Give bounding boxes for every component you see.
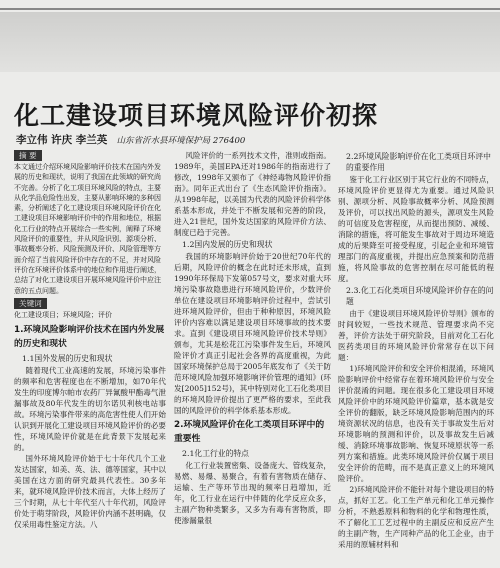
column-1 bbox=[14, 150, 166, 568]
paragraph: 2)环境风险评价不能针对每个建设项目的特点，抓好工艺。化工生产单元和化工单元操作分析，不熟悉原料和物料的化学和物理性质，不了解化工工艺过程中的主副反应和反应产生的主副产物，生产同种产品的化工企业，由于采用的原辅材料和 bbox=[338, 485, 494, 549]
abstract-label: 摘 要 bbox=[14, 150, 42, 161]
authors: 李立伟 许庆 李兰英 bbox=[16, 134, 108, 146]
author-line bbox=[16, 132, 245, 147]
paragraph: 化工行业装置密集、设备庞大、管线复杂，易燃、易爆、易聚合，有着有害物质在储存、运输、生产等环节出现的频率日趋增加，近年，化工行业在运行中伴随的化学反应众多，主副产物种类繁多，又多为有毒有害物质，即使渗漏量很 bbox=[174, 461, 331, 525]
header-band bbox=[0, 12, 500, 72]
subsection-1-2-heading: 1.2国内发展的历史和现状 bbox=[182, 240, 273, 249]
subsection-1-1-heading: 1.1国外发展的历史和现状 bbox=[22, 354, 113, 364]
column-3 bbox=[338, 150, 494, 568]
paragraph: 我国的环境影响评价始于20世纪70年代的后期，风险评价的概念在此时还未形成，直到1990年环保局下发第057号文，要求对重大环境污染事故隐患进行环境风险评价，少数评价单位在建设项目环境影响评价过程中，尝试引进环境风险评价，但由于种种原因，环境风险评价内容难以满足建设项目环境事故的技术要求。直到《建设项目环境风险评价技术导则》颁布，尤其是松花江污染事件发生后，环境风险评价才真正引起社会各界的高度重视，为此国家环境保护总局于2005年底发布了《关于防范环境风险加强环境影响评价管理的通知》(环发[2005]152号)，其中特别对化工石化类项目的环境风险评价提出了更严格的要求，至此我国的风险评价的科学体系基本形成。 bbox=[174, 252, 331, 415]
subsection-2-3-heading: 2.3.化工石化类项目环境风险评价存在的问题 bbox=[346, 286, 494, 306]
subsection-2-1-heading: 2.1化工行业的特点 bbox=[182, 449, 249, 458]
paragraph: 由于《建设项目环境风险评价导则》颁布的时间较短，一些技术规范、管理要求尚不完善，评价方法处于研究阶段，目前对化工石化医药类项目的环境风险评价常常存在以下问题： bbox=[338, 309, 494, 362]
paragraph: 随着现代工业高速的发展，环境污染事件的频率和危害程度也在不断增加，如70年代发生的印度博尔帕市农药厂异氰酸甲酯毒气泄漏事故及80年代发生的切尔诺贝利核电站事故。环境污染事件带来的高危害性使人们开始认识到开展化工建设项目环境风险评价的必要性，环境风险评价就是在此背景下发展起来的。 bbox=[14, 366, 166, 453]
subsection-2-2-heading: 2.2环境风险影响评价在化工类项目环评中的重要作用 bbox=[346, 152, 491, 172]
section-2-heading: 2.环境风险评价在化工类项目环评中的重要性 bbox=[174, 420, 325, 444]
article-title: 化工建设项目环境风险评价初探 bbox=[14, 101, 379, 130]
header-rule bbox=[0, 8, 500, 10]
keywords-text: 化工建设项目；环境风险；评价 bbox=[14, 310, 112, 319]
keywords-label: 关键词 bbox=[14, 298, 47, 309]
paragraph: 鉴于化工行业区别于其它行业的不同特点，环境风险评价更显得尤为重要。通过风险识别、源项分析、风险事故概率分析、风险预测及评价，可以找出风险的源头，源项发生风险的可信度及危害程度，从而提出预防、减缓、消除的措施，将可能发生事故对于周边环境造成的后果降至可接受程度，引起企业和环境管理部门的高度重视，并提出应急预案和防范措施，将风险事故的危害控制在尽可能低的程度。 bbox=[338, 175, 494, 283]
abstract-text: 本文通过介绍环境风险影响评价技术在国内外发展的历史和现状，说明了我国在此领域的研究尚不完善。分析了化工项目环境风险的特点，主要从化学品危险性出发，主要从影响环境的多种因素，分析阐述了化工建设项目环境风险评价在化工建设项目环境影响评价中的作用和地位，根据化工行业的特点开展综合一些实例，阐释了环境风险评价的重要性，并从风险识别、源项分析、事故概率分析、风险预测及评价、风险管理等方面介绍了当前风险评价中存在的不足，并对风险评价在环境评价体系中的地位和作用进行阐述，总结了对化工建设项目开展环境风险评价中应注意的五点问题。 bbox=[14, 163, 161, 295]
column-2 bbox=[174, 150, 331, 568]
section-1-heading: 1.环境风险影响评价技术在国内外发展的历史和现状 bbox=[14, 325, 165, 349]
paragraph: 国外环境风险评价始于七十年代几个工业发达国家，如美、英、法、德等国家，其中以美国在这方面的研究最具代表性。30多年来，就环境风险评价技术而言，大体上经历了三个时期，从七十年代至八十年代初，风险评价处于萌芽阶段，风险评价内涵不甚明确，仅仅采用毒性鉴定方法。八 bbox=[14, 454, 166, 530]
affiliation: 山东省沂水县环境保护局 276400 bbox=[116, 136, 246, 146]
paragraph: 1)环境风险评价和安全评价相混淆，环境风险影响评价中经常存在着环境风险评价与安全评价混淆的问题。现在很多化工建设项目环境风险评价中的环境风险评价篇章，基本就是安全评价的翻版，缺乏环境风险影响范围内的环境资源状况的信息，也没有关于事故发生后对环境影响的预测和评价，以及事故发生后减缓、消除环境事故影响、恢复环境原状等一系列方案和措施。此类环境风险评价仅属于项目安全评价的范畴，而不是真正意义上的环境风险评价。 bbox=[338, 364, 494, 483]
paragraph: 风险评价的一系列技术文件，准则或指南。1989年，美国EPA还对1986年的指南进行了修改，1998年又颁布了《神经毒物风险评价指南》。同年正式出台了《生态风险评价指南》。从1998年起，以美国为代表的风险评价科学体系基本形成，并处于不断发展和完善的阶段，进入21世纪，国外发达国家的风险评价方法、制度已趋于完善。 bbox=[174, 151, 331, 237]
